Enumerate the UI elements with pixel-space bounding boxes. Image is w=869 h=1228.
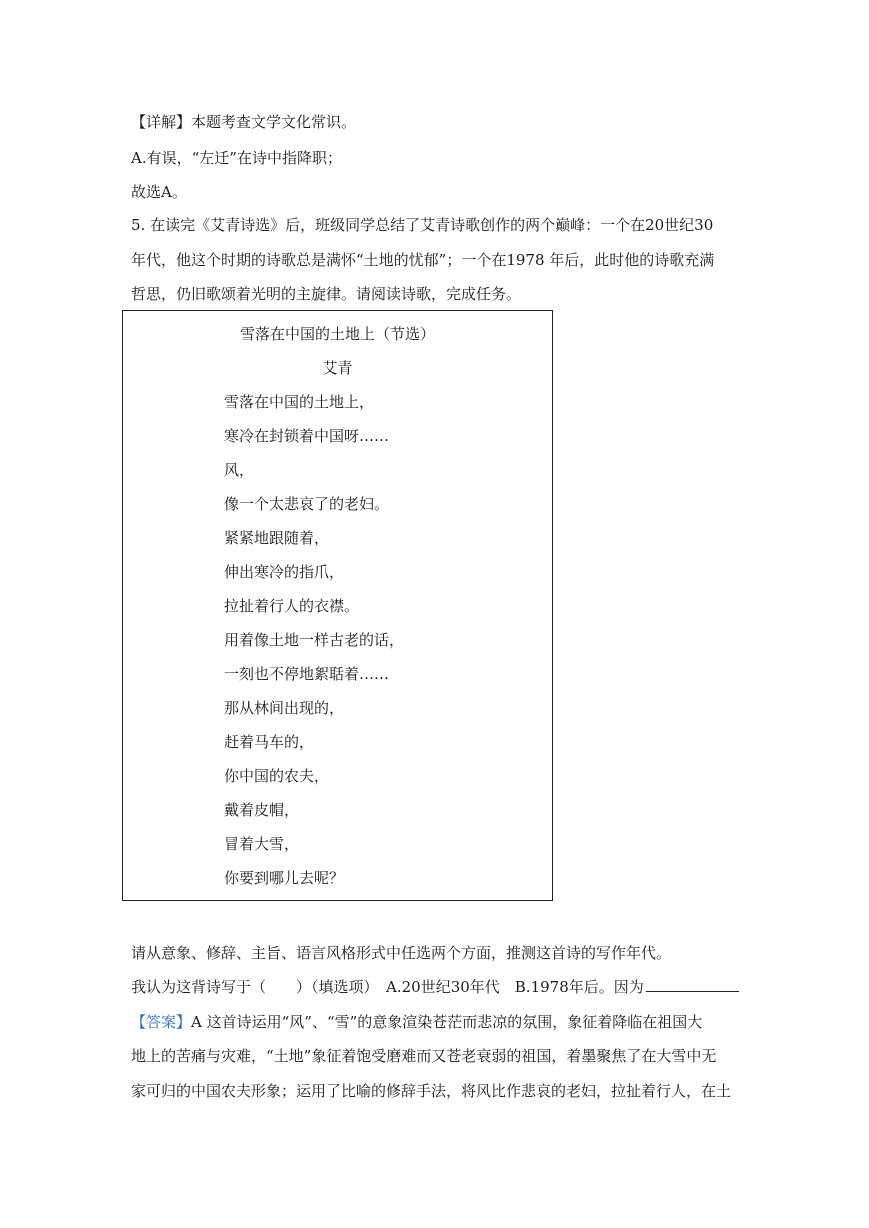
- task-prompt: 请从意象、修辞、主旨、语言风格形式中任选两个方面，推测这首诗的写作年代。: [131, 944, 672, 962]
- question-paragraph-2: 年代，他这个时期的诗歌总是满怀“土地的忧郁”；一个在1978 年后，此时他的诗歌充满: [131, 251, 715, 269]
- poem-line: 雪落在中国的土地上，: [224, 393, 375, 411]
- answer-bracket: 【答案】: [131, 1013, 192, 1031]
- question-paragraph-3: 哲思，仍旧歌颂着光明的主旋律。请阅读诗歌，完成任务。: [131, 285, 522, 303]
- poem-line: 像一个太悲哀了的老妇。: [224, 495, 390, 513]
- detail-heading-text: 本题考查文学文化常识。: [191, 113, 357, 131]
- poem-line: 戴着皮帽，: [224, 801, 300, 819]
- poem-line: 紧紧地跟随着，: [224, 529, 330, 547]
- question-paragraph-1: 5. 在读完《艾青诗选》后，班级同学总结了艾青诗歌创作的两个巅峰：一个在20世纪30: [131, 216, 714, 234]
- poem-box: [122, 310, 553, 901]
- poem-line: 用着像土地一样古老的话，: [224, 631, 405, 649]
- task-choice-text: 我认为这背诗写于（ ）（填选项） A.20世纪30年代 B.1978年后。因为: [131, 978, 644, 996]
- answer-text-1: A 这首诗运用“风”、“雪”的意象渲染苍茫而悲凉的氛围，象征着降临在祖国大: [191, 1013, 703, 1031]
- poem-title: 雪落在中国的土地上（节选）: [239, 325, 435, 343]
- poem-line: 赶着马车的，: [224, 733, 315, 751]
- poem-line: 拉扯着行人的衣襟。: [224, 597, 360, 615]
- poem-line: 你要到哪儿去呢？: [224, 869, 345, 887]
- detail-option-a: A.有误，“左迁”在诗中指降职；: [131, 149, 342, 167]
- answer-line-2: 地上的苦痛与灾难，“土地”象征着饱受磨难而又苍老衰弱的祖国，着墨聚焦了在大雪中无: [131, 1047, 717, 1065]
- detail-conclusion: 故选A。: [131, 183, 187, 201]
- poem-line: 风，: [224, 461, 255, 479]
- poem-line: 冒着大雪，: [224, 835, 300, 853]
- answer-line-3: 家可归的中国农夫形象；运用了比喻的修辞手法，将风比作悲哀的老妇，拉扯着行人，在土: [131, 1082, 732, 1100]
- poem-line: 你中国的农夫，: [224, 767, 330, 785]
- poem-line: 一刻也不停地絮聒着……: [224, 665, 390, 683]
- poem-line: 那从林间出现的，: [224, 699, 345, 717]
- answer-line-1: [131, 1012, 702, 1032]
- task-choice-line: [131, 977, 739, 997]
- answer-blank[interactable]: [646, 977, 739, 992]
- poem-line: 伸出寒冷的指爪，: [224, 563, 345, 581]
- detail-heading: [131, 112, 356, 132]
- poem-author: 艾青: [322, 359, 353, 377]
- poem-line: 寒冷在封锁着中国呀……: [224, 427, 390, 445]
- detail-bracket: 【详解】: [131, 113, 192, 131]
